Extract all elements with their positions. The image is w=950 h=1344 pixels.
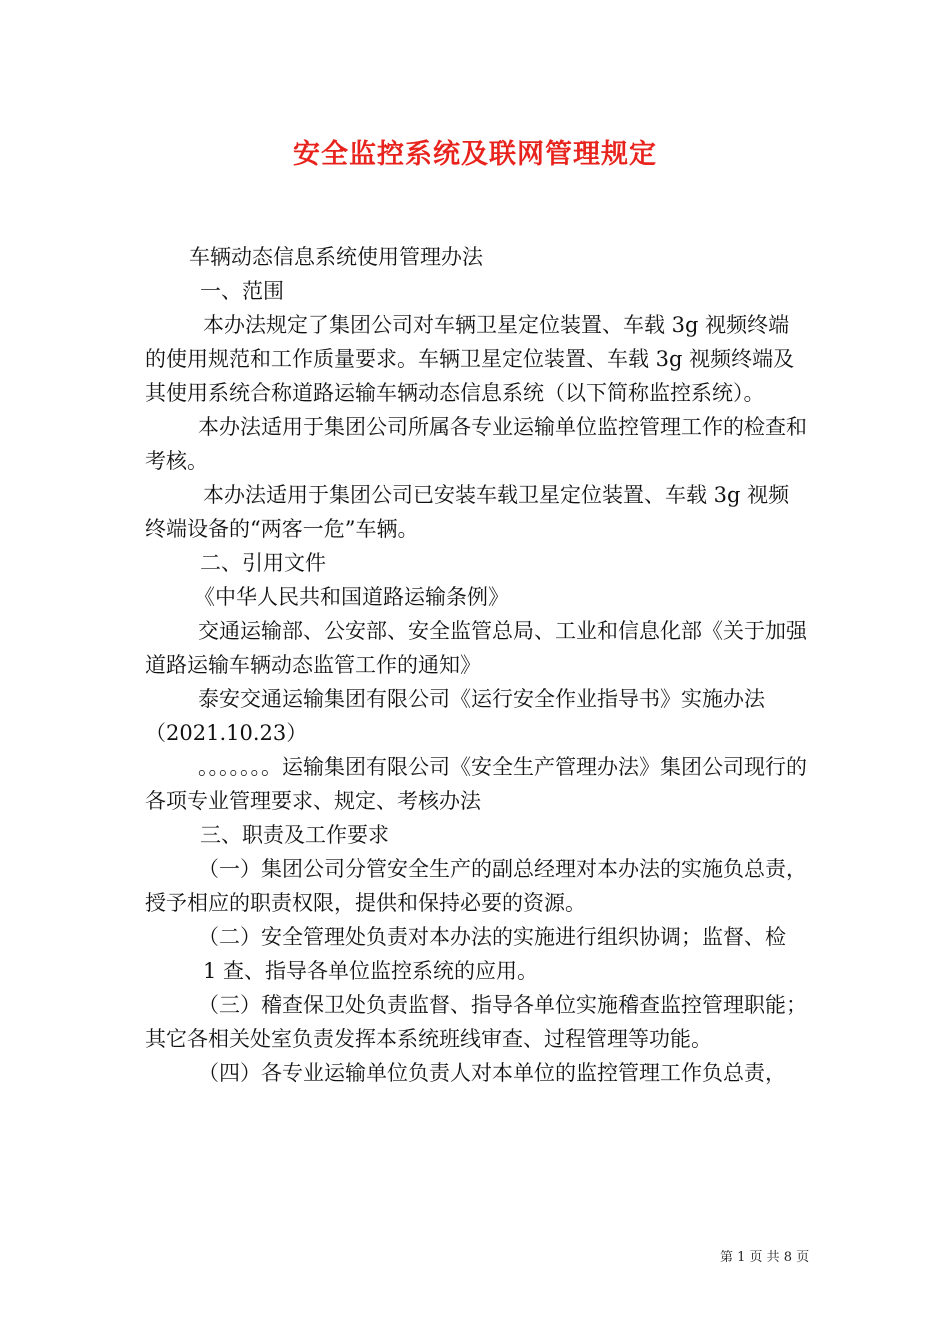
paragraph: （一）集团公司分管安全生产的副总经理对本办法的实施负总责，授予相应的职责权限，提供和保持必要的资源。 (145, 857, 807, 915)
section-heading-duties: 三、职责及工作要求 (200, 823, 389, 847)
paragraph: （三）稽查保卫处负责监督、指导各单位实施稽查监控管理职能；其它各相关处室负责发挥本系统班线审查、过程管理等功能。 (145, 993, 807, 1051)
paragraph: （四）各专业运输单位负责人对本单位的监控管理工作负总责， (198, 1061, 786, 1085)
document-body (145, 240, 810, 1090)
section-heading-references: 二、引用文件 (200, 551, 326, 575)
paragraph: 。。。。。。。运输集团有限公司《安全生产管理办法》集团公司现行的各项专业管理要求、规定、考核办法 (145, 755, 807, 813)
paragraph: 泰安交通运输集团有限公司《运行安全作业指导书》实施办法（2021.10.23） (145, 687, 765, 745)
page-number: 第 1 页 共 8 页 (720, 1250, 810, 1265)
paragraph: 本办法规定了集团公司对车辆卫星定位装置、车载 3g 视频终端的使用规范和工作质量要求。车辆卫星定位装置、车载 3g 视频终端及其使用系统合称道路运输车辆动态信息系统（以下简称监控系统）。 (145, 313, 795, 405)
paragraph: 本办法适用于集团公司所属各专业运输单位监控管理工作的检查和考核。 (145, 415, 807, 473)
paragraph-subtitle: 车辆动态信息系统使用管理办法 (189, 245, 483, 269)
document-title: 安全监控系统及联网管理规定 (293, 139, 657, 170)
paragraph: （二）安全管理处负责对本办法的实施进行组织协调；监督、检 (198, 925, 786, 949)
paragraph: 1 查、指导各单位监控系统的应用。 (203, 959, 539, 983)
paragraph: 《中华人民共和国道路运输条例》 (194, 585, 509, 609)
section-heading-scope: 一、范围 (200, 279, 284, 303)
paragraph: 交通运输部、公安部、安全监管总局、工业和信息化部《关于加强道路运输车辆动态监管工作的通知》 (145, 619, 807, 677)
paragraph: 本办法适用于集团公司已安装车载卫星定位装置、车载 3g 视频终端设备的“两客一危”车辆。 (145, 483, 790, 541)
